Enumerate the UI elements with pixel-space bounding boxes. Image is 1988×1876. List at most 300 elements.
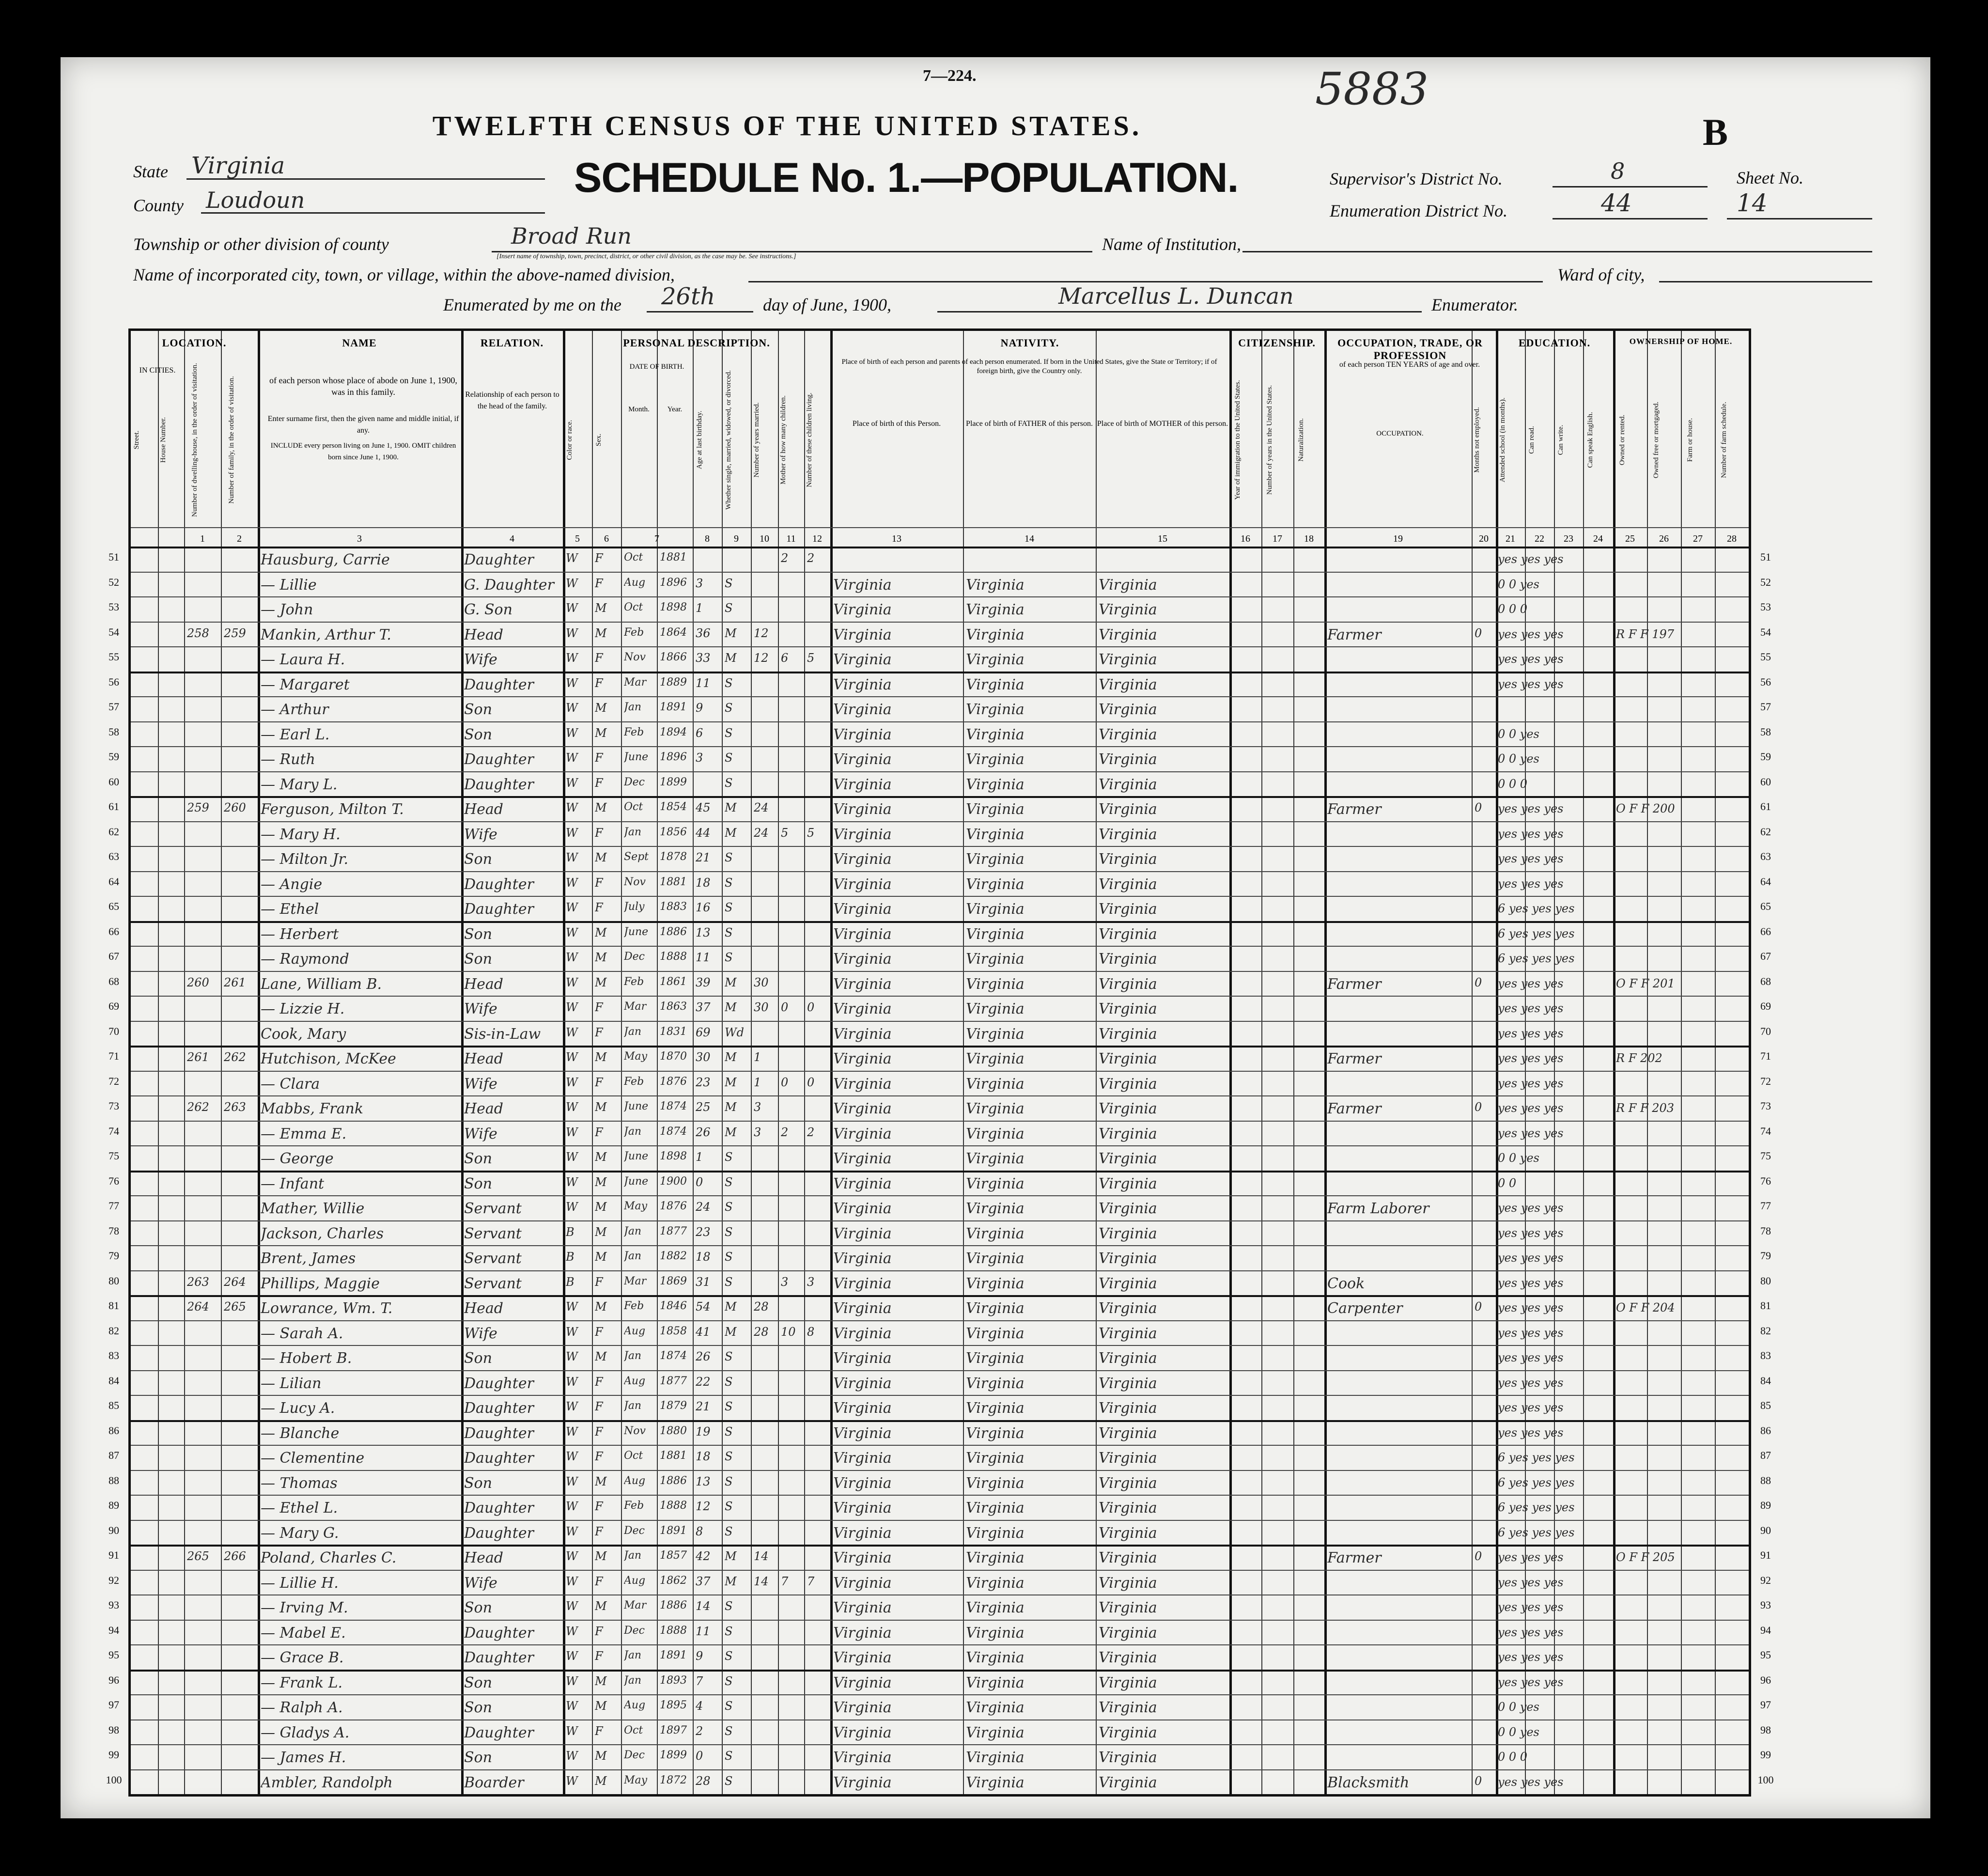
vertical-head-mortgage: Owned free or mortgaged.	[1652, 401, 1660, 479]
table-row	[131, 1349, 1749, 1370]
birthplace: Virginia	[833, 1649, 892, 1666]
column-number: 6	[604, 533, 609, 544]
person-name: — Laura H.	[261, 651, 345, 668]
mother-birthplace: Virginia	[1099, 851, 1157, 868]
table-row	[131, 600, 1749, 622]
line-number: 70	[109, 1025, 119, 1037]
line-number: 53	[1760, 601, 1771, 613]
row-rule	[131, 871, 1749, 872]
education: 0 0 yes	[1498, 1725, 1539, 1739]
birth-year: 1891	[660, 1524, 687, 1537]
vertical-head-read: Can read.	[1528, 426, 1536, 454]
children-born: 5	[781, 826, 789, 840]
person-name: Hausburg, Carrie	[261, 551, 390, 568]
birth-year: 1861	[660, 975, 687, 988]
vertical-head-mother-of: Mother of how many children.	[779, 395, 787, 485]
birth-month: Sept	[624, 851, 649, 863]
home-ownership: R F 202	[1616, 1051, 1662, 1065]
birth-month: Jan	[624, 1400, 642, 1412]
years-married: 14	[754, 1549, 769, 1563]
relation: Wife	[464, 1125, 497, 1142]
father-birthplace: Virginia	[966, 726, 1025, 743]
relation: Son	[464, 701, 492, 718]
column-number: 11	[786, 533, 796, 544]
relation: Son	[464, 1474, 492, 1492]
line-number: 69	[1760, 1000, 1771, 1012]
mother-birthplace: Virginia	[1099, 1125, 1157, 1142]
row-rule	[131, 946, 1749, 947]
birth-month: Mar	[624, 1275, 647, 1287]
marital-status: M	[725, 1325, 737, 1339]
birthplace: Virginia	[833, 1350, 892, 1367]
row-rule	[131, 996, 1749, 997]
sheet-value: 14	[1737, 189, 1768, 217]
age: 26	[696, 1350, 711, 1363]
months-unemployed: 0	[1475, 1100, 1482, 1114]
county-value: Loudoun	[206, 187, 305, 213]
birth-month: Jan	[624, 1025, 642, 1038]
marital-status: S	[725, 701, 733, 715]
vertical-head-living: Number of these children living.	[806, 392, 813, 487]
line-number: 58	[109, 725, 119, 738]
table-row	[131, 1274, 1749, 1296]
occupation: Farmer	[1327, 1050, 1382, 1067]
line-number: 97	[109, 1699, 119, 1711]
birthplace: Virginia	[833, 1474, 892, 1492]
color: W	[566, 551, 578, 565]
sex: F	[595, 1375, 603, 1389]
schedule-title: SCHEDULE No. 1.—POPULATION.	[574, 155, 1239, 201]
line-number: 81	[1760, 1299, 1771, 1312]
line-number: 75	[109, 1150, 119, 1162]
age: 36	[696, 626, 711, 640]
sex: F	[595, 1025, 603, 1039]
family-number: 262	[224, 1050, 246, 1064]
education: yes yes yes	[1498, 1026, 1564, 1040]
years-married: 28	[754, 1325, 769, 1339]
header-rule	[131, 547, 1749, 548]
relation: Daughter	[464, 1424, 534, 1442]
mother-birthplace: Virginia	[1099, 1524, 1157, 1542]
relation: Son	[464, 1599, 492, 1616]
occupation: Farmer	[1327, 1100, 1382, 1117]
line-number: 100	[1757, 1773, 1774, 1786]
row-rule	[131, 1470, 1749, 1471]
mother-birthplace: Virginia	[1099, 1574, 1157, 1592]
father-birthplace: Virginia	[966, 1375, 1025, 1392]
relation: Son	[464, 1749, 492, 1766]
row-rule	[131, 1670, 1749, 1672]
ward-label: Ward of city,	[1557, 265, 1645, 284]
marital-status: M	[725, 1125, 737, 1139]
sex: F	[595, 875, 603, 890]
column-number: 14	[1025, 533, 1034, 544]
relation: Wife	[464, 826, 497, 843]
relation: Wife	[464, 1001, 497, 1017]
father-birthplace: Virginia	[966, 676, 1025, 693]
father-birthplace: Virginia	[966, 1400, 1025, 1417]
sex: F	[595, 1524, 603, 1538]
age: 18	[696, 1250, 711, 1264]
education: 6 yes yes yes	[1498, 1501, 1575, 1514]
table-row	[131, 750, 1749, 771]
mother-birthplace: Virginia	[1099, 1150, 1157, 1167]
birth-month: May	[624, 1200, 648, 1212]
marital-status: S	[725, 1749, 733, 1763]
group-relation: RELATION.	[480, 337, 544, 349]
person-name: — Infant	[261, 1175, 325, 1192]
column-number: 8	[705, 533, 710, 544]
head-in-cities: IN CITIES.	[139, 366, 176, 375]
birthplace: Virginia	[833, 1300, 892, 1317]
age: 9	[696, 701, 703, 715]
home-ownership: R F F 197	[1616, 627, 1675, 641]
birth-year: 1888	[660, 1624, 687, 1637]
age: 26	[696, 1125, 711, 1139]
dwelling-number: 264	[187, 1300, 209, 1313]
age: 1	[696, 1150, 703, 1164]
birthplace: Virginia	[833, 1050, 892, 1067]
age: 11	[696, 951, 711, 964]
enum-day: 26th	[661, 283, 715, 310]
birth-year: 1896	[660, 751, 687, 763]
age: 44	[696, 826, 711, 840]
birthplace: Virginia	[833, 925, 892, 943]
vertical-head-color: Color or race.	[566, 420, 574, 460]
table-row	[131, 925, 1749, 946]
enum-suffix: Enumerator.	[1431, 295, 1518, 314]
age: 4	[696, 1699, 703, 1713]
relation: Daughter	[464, 901, 534, 918]
sex: M	[595, 701, 607, 715]
person-name: — Ralph A.	[261, 1699, 343, 1716]
birth-year: 1882	[660, 1250, 687, 1262]
relation: Daughter	[464, 1400, 534, 1417]
education: 6 yes yes yes	[1498, 1451, 1575, 1464]
marital-status: M	[725, 1001, 737, 1014]
birthplace: Virginia	[833, 875, 892, 893]
column-number: 5	[575, 533, 580, 544]
birth-year: 1898	[660, 1150, 687, 1162]
color: W	[566, 1524, 578, 1538]
table-row	[131, 1648, 1749, 1670]
relation: Son	[464, 1699, 492, 1716]
birth-month: Aug	[624, 1375, 646, 1387]
birthplace: Virginia	[833, 1275, 892, 1292]
sex: M	[595, 851, 607, 864]
row-rule	[131, 646, 1749, 647]
birth-month: Jan	[624, 1674, 642, 1687]
father-birthplace: Virginia	[966, 1001, 1025, 1017]
marital-status: M	[725, 1574, 737, 1588]
birth-year: 1880	[660, 1424, 687, 1437]
education: yes yes yes	[1498, 1251, 1564, 1265]
person-name: — Clementine	[261, 1450, 365, 1467]
table-row	[131, 900, 1749, 921]
row-rule	[131, 1220, 1749, 1221]
relation: Daughter	[464, 875, 534, 893]
age: 16	[696, 901, 711, 914]
age: 69	[696, 1025, 711, 1039]
table-row	[131, 625, 1749, 647]
column-number: 23	[1564, 533, 1573, 544]
column-number: 20	[1479, 533, 1489, 544]
years-married: 24	[754, 826, 769, 840]
months-unemployed: 0	[1475, 975, 1482, 989]
line-number: 92	[1760, 1574, 1771, 1586]
marital-status: S	[725, 851, 733, 864]
birthplace: Virginia	[833, 751, 892, 768]
row-rule	[131, 1071, 1749, 1072]
sex: F	[595, 1325, 603, 1339]
row-rule	[131, 1520, 1749, 1521]
birth-month: July	[624, 901, 645, 913]
color: W	[566, 1450, 578, 1463]
column-number: 13	[892, 533, 901, 544]
row-rule	[131, 672, 1749, 673]
birth-year: 1898	[660, 601, 687, 613]
education: yes yes yes	[1498, 827, 1564, 841]
father-birthplace: Virginia	[966, 1599, 1025, 1616]
relation: Head	[464, 975, 504, 993]
age: 41	[696, 1325, 711, 1339]
birth-month: June	[624, 751, 649, 763]
sex: M	[595, 1549, 607, 1563]
line-number: 52	[1760, 576, 1771, 588]
person-name: — John	[261, 601, 313, 618]
vertical-head-marital: Whether single, married, widowed, or divorced.	[725, 370, 732, 510]
person-name: — Ethel	[261, 901, 319, 918]
table-row	[131, 1748, 1749, 1769]
mother-birthplace: Virginia	[1099, 776, 1157, 793]
education: yes yes yes	[1498, 1351, 1564, 1364]
color: W	[566, 1724, 578, 1738]
table-row	[131, 1199, 1749, 1220]
line-number: 83	[109, 1349, 119, 1361]
birth-year: 1886	[660, 1474, 687, 1487]
education: 0 0 0	[1498, 777, 1528, 791]
relation: Daughter	[464, 676, 534, 693]
line-number: 76	[1760, 1174, 1771, 1187]
line-number: 73	[109, 1100, 119, 1112]
father-birthplace: Virginia	[966, 626, 1025, 643]
father-birthplace: Virginia	[966, 975, 1025, 993]
age: 11	[696, 1624, 711, 1638]
line-number: 63	[109, 850, 119, 862]
birth-month: Jan	[624, 826, 642, 838]
sex: F	[595, 1450, 603, 1463]
head-nativity: Place of birth of each person and parents of each person enumerated. If born in the United States, give the State or Territory; if of foreign birth, give the Country only.	[841, 358, 1217, 375]
marital-status: S	[725, 1350, 733, 1363]
father-birthplace: Virginia	[966, 1250, 1025, 1267]
relation: Daughter	[464, 1375, 534, 1392]
birth-month: Oct	[624, 1450, 643, 1462]
father-birthplace: Virginia	[966, 601, 1025, 618]
line-number: 61	[1760, 800, 1771, 813]
column-number: 28	[1727, 533, 1737, 544]
birthplace: Virginia	[833, 1574, 892, 1592]
marital-status: M	[725, 1050, 737, 1064]
birthplace: Virginia	[833, 1599, 892, 1616]
age: 8	[696, 1524, 703, 1538]
marital-status: M	[725, 1549, 737, 1563]
marital-status: S	[725, 1599, 733, 1613]
line-number: 57	[1760, 701, 1771, 713]
mother-birthplace: Virginia	[1099, 601, 1157, 618]
person-name: — Ruth	[261, 751, 315, 768]
vertical-head-dwelling: Number of dwelling-house, in the order of visitation.	[191, 363, 199, 517]
sex: F	[595, 1574, 603, 1588]
birth-year: 1896	[660, 576, 687, 589]
vertical-head-months-unemp: Months not employed.	[1473, 407, 1481, 473]
age: 3	[696, 751, 703, 765]
birth-year: 1899	[660, 1749, 687, 1761]
person-name: Mabbs, Frank	[261, 1100, 364, 1117]
birth-year: 1876	[660, 1200, 687, 1212]
line-number: 52	[109, 576, 119, 588]
relation: Servant	[464, 1275, 522, 1292]
group-citizenship: CITIZENSHIP.	[1238, 337, 1316, 349]
header-rule	[131, 527, 1749, 528]
father-birthplace: Virginia	[966, 826, 1025, 843]
color: B	[566, 1225, 575, 1239]
mother-birthplace: Virginia	[1099, 1175, 1157, 1192]
person-name: — George	[261, 1150, 334, 1167]
birthplace: Virginia	[833, 601, 892, 618]
mother-birthplace: Virginia	[1099, 925, 1157, 943]
age: 0	[696, 1175, 703, 1189]
mother-birthplace: Virginia	[1099, 1025, 1157, 1043]
township-note: [Insert name of township, town, precinct, district, or other civil division, as the case may be. See instructions.]	[497, 253, 796, 260]
column-number: 3	[357, 533, 362, 544]
birthplace: Virginia	[833, 651, 892, 668]
row-rule	[131, 1320, 1749, 1321]
age: 13	[696, 1474, 711, 1488]
age: 18	[696, 1450, 711, 1463]
head-pob-father: Place of birth of FATHER of this person.	[966, 420, 1093, 428]
column-number: 2	[237, 533, 242, 544]
row-rule	[131, 1270, 1749, 1271]
birthplace: Virginia	[833, 1774, 892, 1791]
sex: M	[595, 1150, 607, 1164]
head-name-include: INCLUDE every person living on June 1, 1900. OMIT children born since June 1, 1900.	[270, 442, 456, 461]
dwelling-number: 259	[187, 801, 209, 814]
line-number: 72	[109, 1075, 119, 1087]
line-number: 62	[109, 825, 119, 838]
line-number: 88	[109, 1474, 119, 1486]
birth-year: 1874	[660, 1125, 687, 1138]
children-living: 5	[807, 651, 815, 665]
occupation: Farmer	[1327, 801, 1382, 818]
birth-month: May	[624, 1774, 648, 1786]
birth-month: Nov	[624, 875, 646, 888]
mother-birthplace: Virginia	[1099, 1100, 1157, 1117]
line-number: 65	[1760, 900, 1771, 912]
row-rule	[131, 796, 1749, 798]
person-name: Phillips, Maggie	[261, 1275, 380, 1292]
marital-status: S	[725, 1724, 733, 1738]
father-birthplace: Virginia	[966, 1450, 1025, 1467]
column-number: 7	[654, 533, 659, 544]
birth-year: 1881	[660, 875, 687, 888]
state-value: Virginia	[191, 152, 285, 179]
birth-month: Mar	[624, 676, 647, 688]
years-married: 12	[754, 626, 769, 640]
line-number: 82	[1760, 1324, 1771, 1337]
census-title: TWELFTH CENSUS OF THE UNITED STATES.	[432, 110, 1142, 141]
line-number: 71	[1760, 1050, 1771, 1062]
head-relation: Relationship of each person to the head of the family.	[465, 391, 559, 410]
months-unemployed: 0	[1475, 1549, 1482, 1563]
sex: F	[595, 1724, 603, 1738]
color: W	[566, 951, 578, 964]
years-married: 1	[754, 1050, 761, 1064]
marital-status: M	[725, 826, 737, 840]
children-born: 0	[781, 1001, 789, 1014]
line-number: 89	[109, 1499, 119, 1511]
column-number: 15	[1158, 533, 1167, 544]
birthplace: Virginia	[833, 1150, 892, 1167]
education: yes yes yes	[1498, 852, 1564, 865]
color: W	[566, 1125, 578, 1139]
line-number: 69	[109, 1000, 119, 1012]
column-number: 18	[1304, 533, 1314, 544]
age: 14	[696, 1599, 711, 1613]
birth-month: Feb	[624, 1500, 644, 1512]
marital-status: S	[725, 1150, 733, 1164]
children-born: 10	[781, 1325, 796, 1339]
person-name: Hutchison, McKee	[261, 1050, 396, 1067]
head-year: Year.	[667, 406, 683, 413]
father-birthplace: Virginia	[966, 1549, 1025, 1566]
education: yes yes yes	[1498, 1550, 1564, 1564]
age: 25	[696, 1100, 711, 1114]
occupation: Farmer	[1327, 975, 1382, 993]
table-row	[131, 1673, 1749, 1695]
sex: M	[595, 1300, 607, 1313]
years-married: 3	[754, 1100, 761, 1114]
mother-birthplace: Virginia	[1099, 651, 1157, 668]
birth-year: 1878	[660, 851, 687, 863]
birth-month: Aug	[624, 1325, 646, 1337]
person-name: — Mary L.	[261, 776, 338, 793]
education: yes yes yes	[1498, 1201, 1564, 1215]
color: W	[566, 1749, 578, 1763]
line-number: 84	[1760, 1374, 1771, 1387]
line-number: 93	[1760, 1599, 1771, 1611]
mother-birthplace: Virginia	[1099, 676, 1157, 693]
line-number: 75	[1760, 1150, 1771, 1162]
person-name: — Lucy A.	[261, 1400, 335, 1417]
months-unemployed: 0	[1475, 801, 1482, 814]
line-number: 56	[1760, 675, 1771, 688]
birth-month: Feb	[624, 1300, 644, 1312]
mother-birthplace: Virginia	[1099, 875, 1157, 893]
occupation: Farmer	[1327, 626, 1382, 643]
father-birthplace: Virginia	[966, 925, 1025, 943]
relation: Daughter	[464, 1524, 534, 1542]
township-label: Township or other division of county	[133, 234, 389, 254]
table-row	[131, 800, 1749, 821]
row-rule	[131, 1370, 1749, 1371]
birthplace: Virginia	[833, 975, 892, 993]
line-number: 51	[109, 551, 119, 563]
sheet-letter: B	[1703, 111, 1728, 153]
education: yes yes yes	[1498, 876, 1564, 891]
line-number: 62	[1760, 825, 1771, 838]
father-birthplace: Virginia	[966, 1699, 1025, 1716]
marital-status: S	[725, 1175, 733, 1189]
